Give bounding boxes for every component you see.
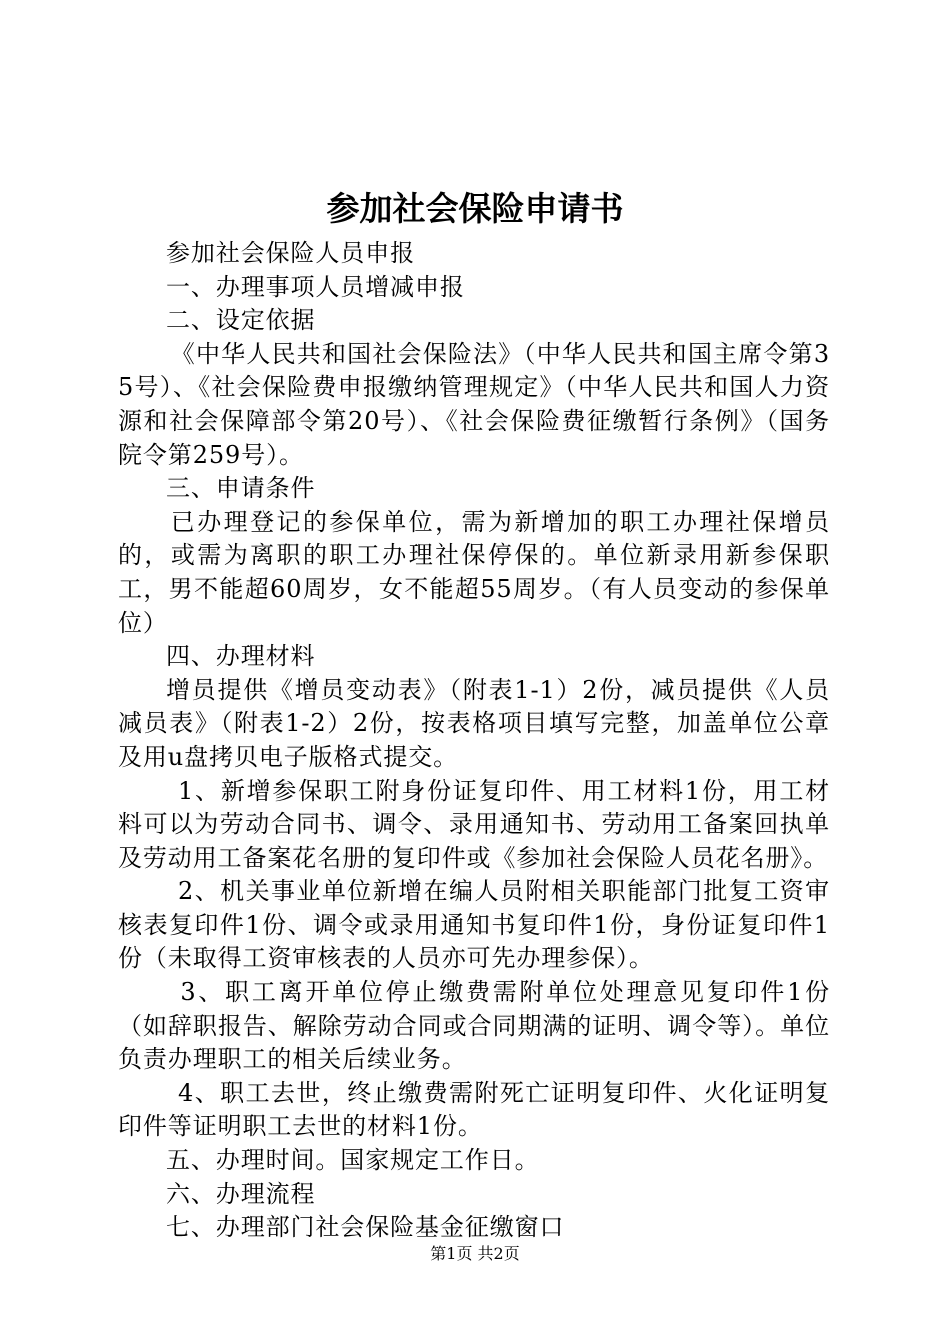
paragraph-section-7: 七、办理部门社会保险基金征缴窗口 [166,1213,565,1242]
paragraph-section-5: 五、办理时间。国家规定工作日。 [166,1146,540,1175]
paragraph-intro: 参加社会保险人员申报 [166,239,415,267]
paragraph-legal-basis: 《中华人民共和国社会保险法》（中华人民共和国主席令第35号）、《社会保险费申报缴纳管理规定》（中华人民共和国人力资源和社会保障部令第20号）、《社会保险费征缴暂行条例》（国务院令第259号）。 [118,339,830,469]
paragraph-section-1: 一、办理事项人员增减申报 [166,272,465,301]
paragraph-section-3: 三、申请条件 [166,474,316,503]
paragraph-section-4: 四、办理材料 [166,642,316,671]
document-body [118,237,830,1245]
paragraph-section-2: 二、设定依据 [166,306,316,335]
paragraph-materials: 增员提供《增员变动表》（附表1-1）2份，减员提供《人员减员表》（附表1-2）2份，按表格项目填写完整，加盖单位公章及用u盘拷贝电子版格式提交。 [118,675,830,771]
paragraph-material-1: 1、新增参保职工附身份证复印件、用工材料1份，用工材料可以为劳动合同书、调令、录用通知书、劳动用工备案回执单及劳动用工备案花名册的复印件或《参加社会保险人员花名册》。 [118,776,830,872]
paragraph-conditions: 已办理登记的参保单位，需为新增加的职工办理社保增员的，或需为离职的职工办理社保停保的。单位新录用新参保职工，男不能超60周岁，女不能超55周岁。（有人员变动的参保单位） [118,507,830,637]
page-footer: 第1页 共2页 [430,1244,520,1263]
paragraph-material-3: 3、职工离开单位停止缴费需附单位处理意见复印件1份（如辞职报告、解除劳动合同或合同期满的证明、调令等）。单位负责办理职工的相关后续业务。 [118,978,830,1074]
document-title: 参加社会保险申请书 [326,189,624,228]
paragraph-section-6: 六、办理流程 [166,1179,316,1208]
paragraph-material-4: 4、职工去世，终止缴费需附死亡证明复印件、火化证明复印件等证明职工去世的材料1份。 [118,1078,830,1141]
paragraph-material-2: 2、机关事业单位新增在编人员附相关职能部门批复工资审核表复印件1份、调令或录用通知书复印件1份，身份证复印件1份（未取得工资审核表的人员亦可先办理参保）。 [118,877,830,973]
